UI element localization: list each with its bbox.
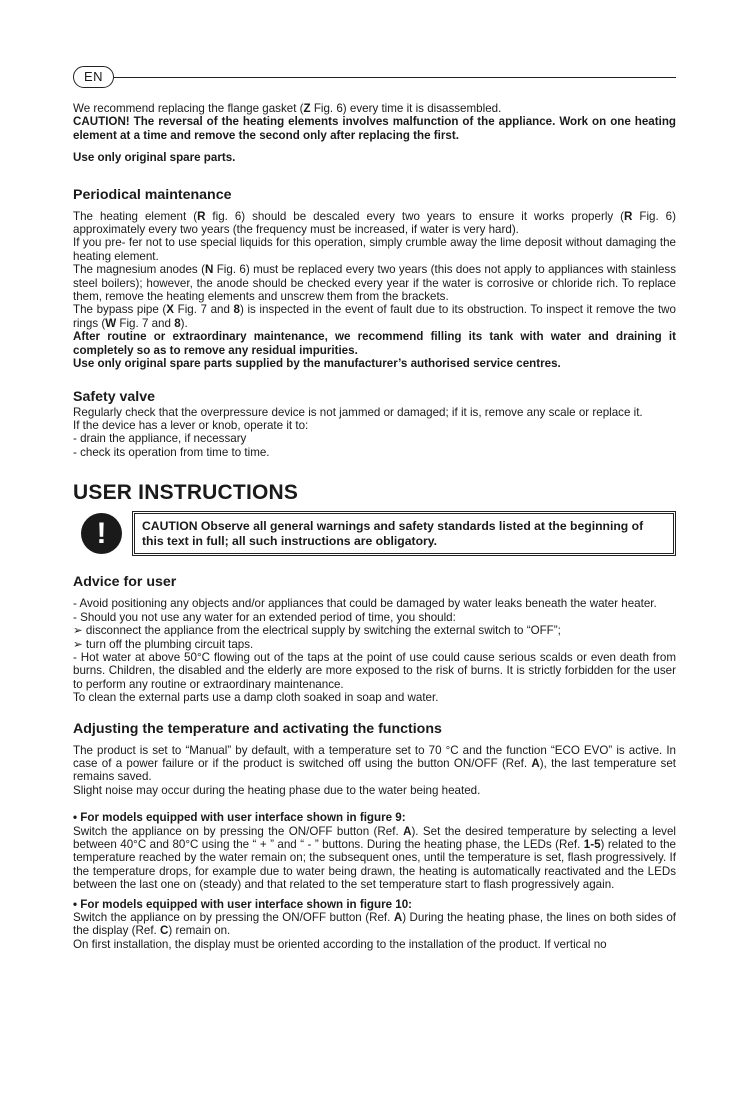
caution-block <box>73 511 676 556</box>
safety-check-text: Regularly check that the overpressure device is not jammed or damaged; if it is, remove any scale or replace it. <box>73 405 643 419</box>
scalds-warning-text: - Hot water at above 50°C flowing out of the taps at the point of use could cause serious scalds or even death from burns. Children, the disabled and the elderly are more exposed to the risk of burns. It is strictly forbidden for the user to perform any routine or extraordinary maintenance. <box>73 650 676 691</box>
authorised-parts-note: Use only original spare parts supplied by the manufacturer’s authorised service centres. <box>73 357 561 371</box>
noise-text: Slight noise may occur during the heating phase due to the water being heated. <box>73 783 481 797</box>
figure10-heading: • For models equipped with user interface shown in figure 10: <box>73 897 413 911</box>
filling-note: After routine or extraordinary maintenance, we recommend filling its tank with water and draining it completely so as to remove any residual impurities. <box>73 330 676 357</box>
lime-deposit-text: If you pre- fer not to use special liquids for this operation, simply crumble away the lime deposit without damaging the heating element. <box>73 236 676 263</box>
descaling-text: The heating element (R fig. 6) should be descaled every two years to ensure it works properly (R Fig. 6) approximately every two years (the frequency must be increased, if water is very hard). <box>73 209 676 237</box>
advice-text: - Should you not use any water for an extended period of time, you should: <box>73 610 456 624</box>
cleaning-text: To clean the external parts use a damp cloth soaked in soap and water. <box>73 691 439 705</box>
caution-box-text: CAUTION Observe all general warnings and safety standards listed at the beginning of this text in full; all such instructions are obligatory. <box>132 511 676 556</box>
header-rule <box>114 77 676 78</box>
advice-arrow-item: ➢ turn off the plumbing circuit taps. <box>73 637 254 651</box>
safety-list-item: - drain the appliance, if necessary <box>73 432 247 446</box>
language-badge: EN <box>73 66 114 88</box>
lever-text: If the device has a lever or knob, operate it to: <box>73 418 309 432</box>
safety-valve-heading: Safety valve <box>73 388 156 405</box>
advice-text: - Avoid positioning any objects and/or appliances that could be damaged by water leaks beneath the water heater. <box>73 597 657 611</box>
advice-heading: Advice for user <box>73 574 177 591</box>
figure9-heading: • For models equipped with user interface shown in figure 9: <box>73 811 406 825</box>
adjust-temperature-heading: Adjusting the temperature and activating the functions <box>73 720 442 737</box>
page-header <box>73 66 676 88</box>
default-setting-text: The product is set to “Manual” by default, with a temperature set to 70 °C and the function “ECO EVO” is active. In case of a power failure or if the product is switched off using the button ON/OFF (Ref. A), the last temperature set remains saved. <box>73 743 677 784</box>
safety-list-item: - check its operation from time to time. <box>73 445 270 459</box>
user-instructions-heading: USER INSTRUCTIONS <box>73 481 299 505</box>
reversal-caution: CAUTION! The reversal of the heating elements involves malfunction of the appliance. Work on one heating element at a time and remove the second only after replacing the first. <box>73 115 676 142</box>
figure9-text: Switch the appliance on by pressing the ON/OFF button (Ref. A). Set the desired temperature by selecting a level between 40°C and 80°C using the “ + ” and “ - ” buttons. During the heating phase, the LEDs (Ref. 1-5) related to the temperature reached by the water remain on; the subsequent ones, until the temperature is set, flash progressively. If the temperature drops, for example due to water being drawn, the heating is automatically reactivated and the LEDs between the last one on (steady) and that related to the set temperature start to flash progressively again. <box>73 824 677 892</box>
display-orientation-text: On first installation, the display must be oriented according to the installation of the product. If vertical no <box>73 937 607 951</box>
gasket-text: We recommend replacing the flange gasket (Z Fig. 6) every time it is disassembled. <box>73 102 502 115</box>
advice-arrow-item: ➢ disconnect the appliance from the electrical supply by switching the external switch to “OFF”; <box>73 624 561 638</box>
spare-parts-note: Use only original spare parts. <box>73 151 236 165</box>
periodical-maintenance-heading: Periodical maintenance <box>73 186 232 203</box>
exclamation-icon: ! <box>81 513 122 554</box>
manual-page <box>73 66 676 951</box>
bypass-text: The bypass pipe (X Fig. 7 and 8) is inspected in the event of fault due to its obstruction. To inspect it remove the two rings (W Fig. 7 and 8). <box>73 303 676 330</box>
figure10-text: Switch the appliance on by pressing the ON/OFF button (Ref. A) During the heating phase, the lines on both sides of the display (Ref. C) remain on. <box>73 911 676 938</box>
anodes-text: The magnesium anodes (N Fig. 6) must be replaced every two years (this does not apply to appliances with stainless steel boilers); however, the anode should be checked every year if the water is corrosive or chloride rich. To replace them, remove the heating elements and unscrew them from the brackets. <box>73 263 676 304</box>
